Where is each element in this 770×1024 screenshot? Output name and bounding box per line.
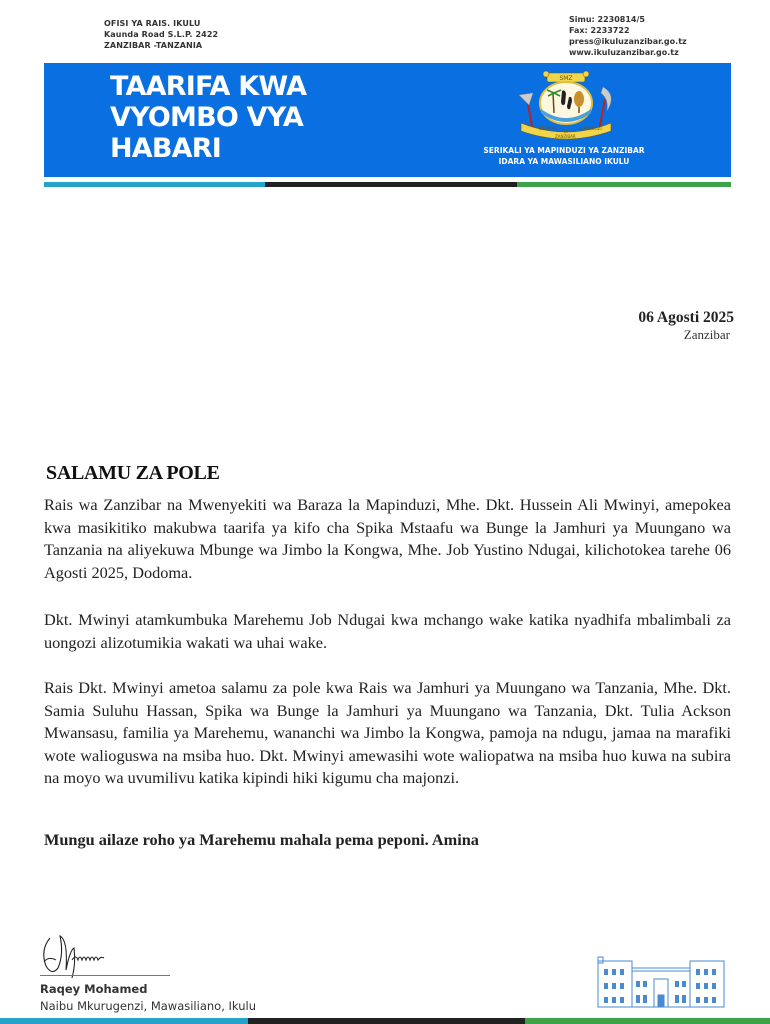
footer-color-stripe: [0, 1018, 770, 1024]
stripe-segment-cyan: [44, 182, 265, 187]
release-place: Zanzibar: [683, 327, 730, 342]
stripe-segment-black: [248, 1018, 525, 1024]
body-paragraph: Rais Dkt. Mwinyi ametoa salamu za pole kwa Rais wa Jamhuri ya Muungano wa Tanzania, Mhe. Dkt. Samia Suluhu Hassan, Spika wa Bunge la Jamhuri ya Muungano wa Tanzania, Dkt. Tulia Ackson Mwansasu, familia ya Marehemu, wananchi wa Jimbo la Kongwa, pamoja na ndugu, jamaa na marafiki wote walioguswa na msiba huo. Dkt. Mwinyi amewasihi wote waliopatwa na msiba huo kuwa na subira na moyo wa uvumilivu katika kipindi hiki kigumu cha majonzi.: [44, 678, 731, 787]
crest-motto: ZANZIBAR: [555, 134, 576, 139]
banner-title-line: VYOMBO VYA: [110, 102, 303, 133]
body-paragraph: Rais wa Zanzibar na Mwenyekiti wa Baraza la Mapinduzi, Mhe. Dkt. Hussein Ali Mwinyi, amepokea kwa masikitiko makubwa taarifa ya kifo cha Spika Mstaafu wa Bunge la Jamhuri ya Muungano wa Tanzania na aliyekuwa Mbunge wa Jimbo la Kongwa, Mhe. Job Yustino Ndugai, kilichotokea tarehe 06 Agosti 2025, Dodoma.: [44, 495, 731, 582]
banner-title-line: HABARI: [110, 133, 222, 164]
signatory-name: Raqey Mohamed: [40, 982, 148, 996]
banner-title: [110, 71, 306, 164]
office-line: ZANZIBAR -TANZANIA: [104, 41, 203, 50]
press-release-banner: [44, 63, 731, 177]
contact-info: [569, 14, 687, 58]
state-house-building-icon: [596, 955, 726, 1010]
office-line: OFISI YA RAIS. IKULU: [104, 19, 201, 28]
banner-subtitle: [459, 145, 669, 167]
signature-line: [40, 975, 170, 976]
fax-number: Fax: 2233722: [569, 26, 630, 35]
crest-motto: MAPINDUZI: [579, 126, 602, 131]
stripe-segment-cyan: [0, 1018, 248, 1024]
website-url: www.ikuluzanzibar.go.tz: [569, 48, 679, 57]
stripe-segment-black: [265, 182, 517, 187]
header-color-stripe: [44, 182, 731, 187]
crest-top-text: SMZ: [559, 75, 573, 82]
government-name: SERIKALI YA MAPINDUZI YA ZANZIBAR: [483, 146, 645, 155]
email-address: press@ikuluzanzibar.go.tz: [569, 37, 687, 46]
stripe-segment-green: [517, 182, 731, 187]
phone-number: Simu: 2230814/5: [569, 15, 645, 24]
stripe-segment-green: [525, 1018, 770, 1024]
zanzibar-coat-of-arms-icon: [499, 69, 634, 139]
office-line: Kaunda Road S.L.P. 2422: [104, 30, 219, 39]
crest-motto: SERIKALI: [539, 126, 557, 131]
dateline: [638, 309, 734, 343]
crest-motto: YA: [563, 129, 568, 134]
department-name: IDARA YA MAWASILIANO IKULU: [498, 157, 630, 166]
body-paragraph: Dkt. Mwinyi atamkumbuka Marehemu Job Ndugai kwa mchango wake katika nyadhifa mbalimbali za uongozi alizotumikia wakati wa uhai wake.: [44, 610, 731, 652]
closing-prayer: Mungu ailaze roho ya Marehemu mahala pema peponi. Amina: [44, 830, 479, 849]
release-date: 06 Agosti 2025: [638, 309, 734, 326]
document-heading: SALAMU ZA POLE: [46, 462, 220, 484]
signatory-title: Naibu Mkurugenzi, Mawasiliano, Ikulu: [40, 999, 256, 1013]
office-address: [104, 18, 218, 51]
banner-title-line: TAARIFA KWA: [110, 71, 307, 102]
